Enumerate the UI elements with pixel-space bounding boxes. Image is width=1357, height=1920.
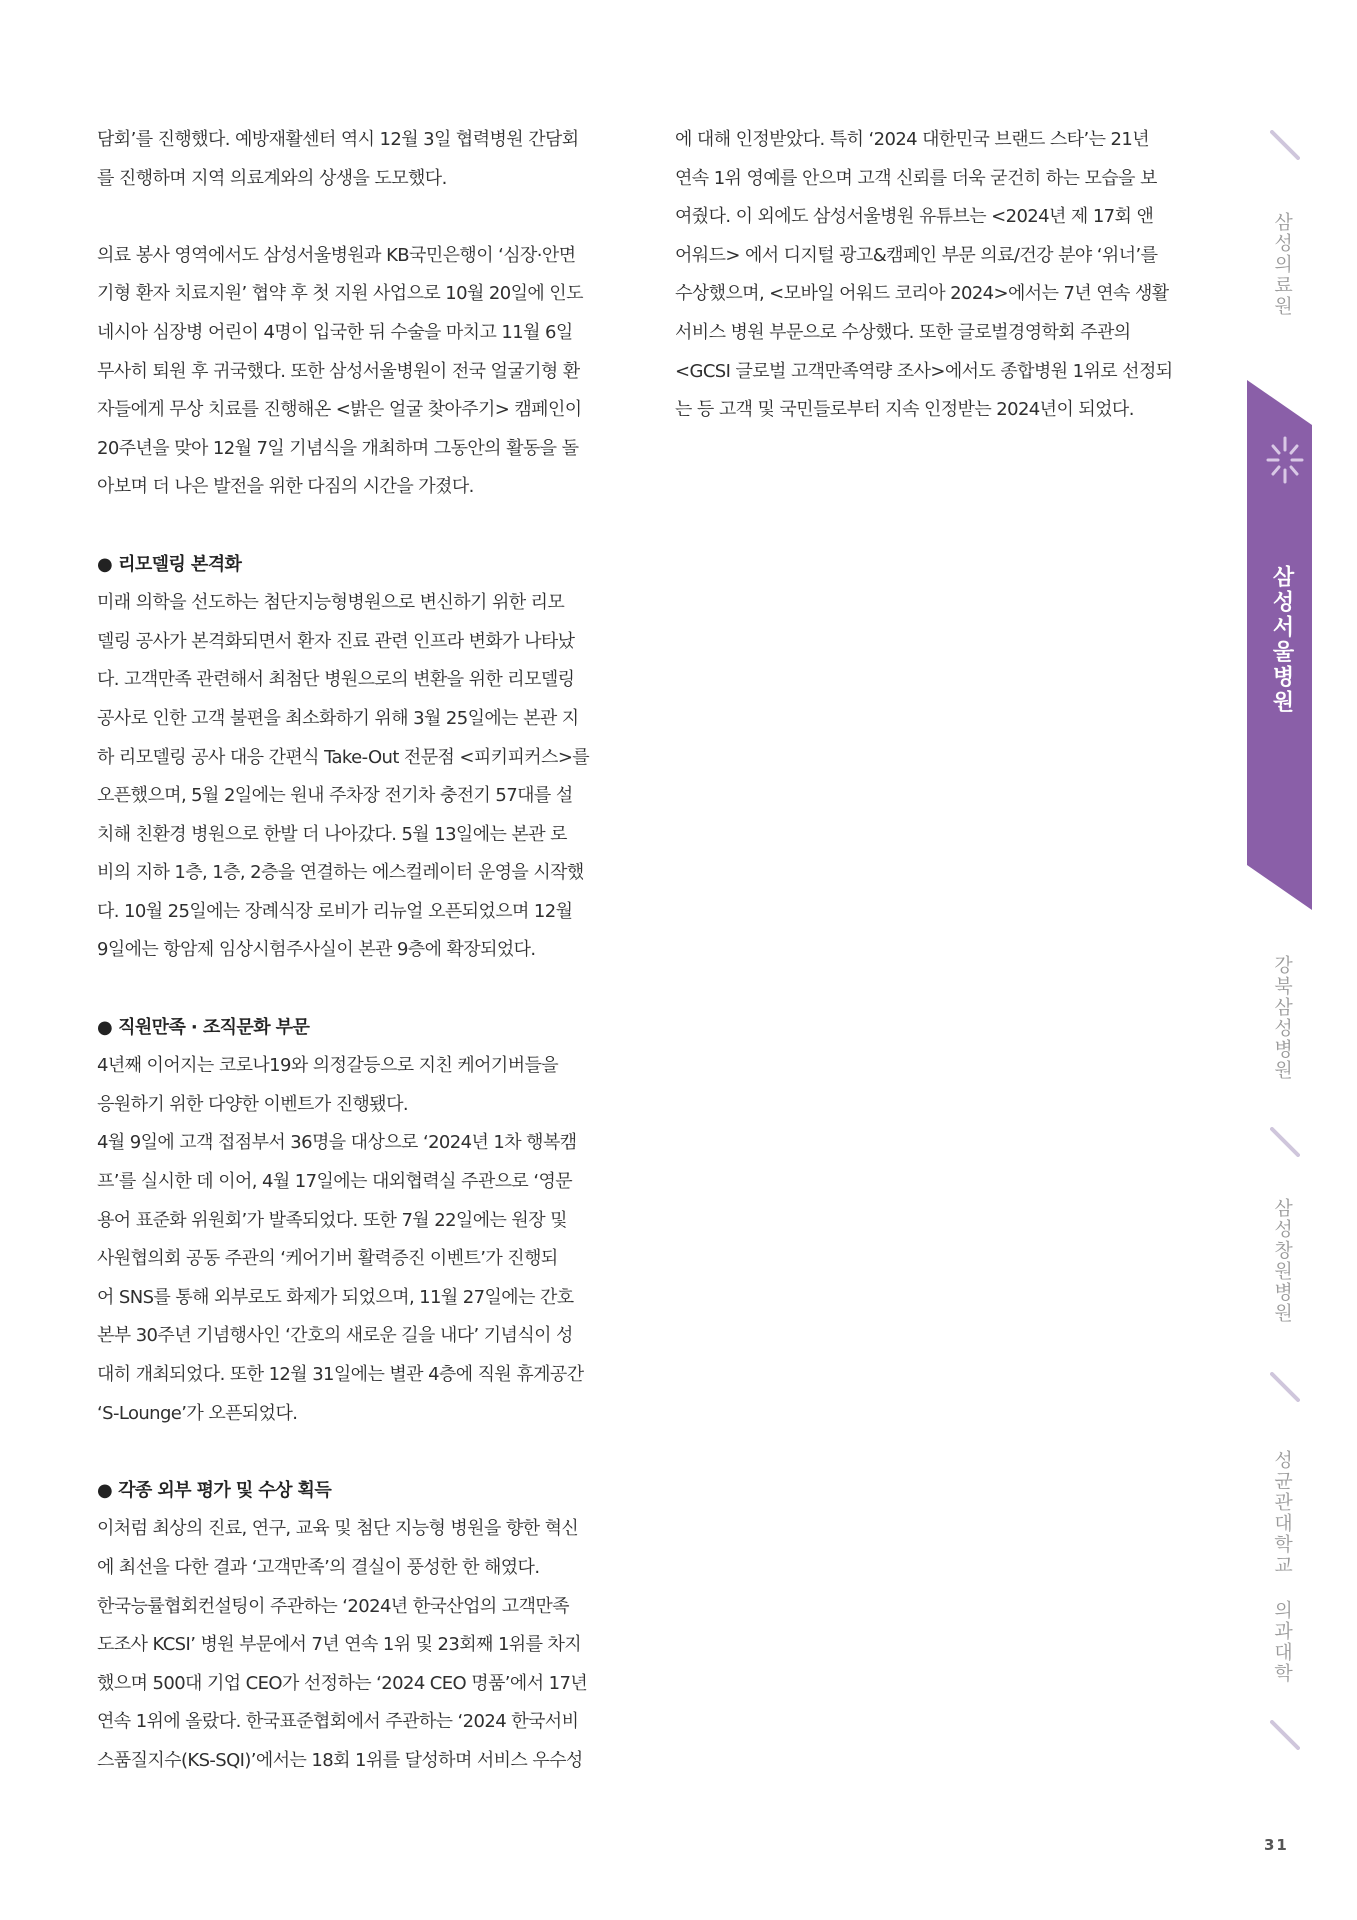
spacer	[97, 970, 597, 1009]
section-title: 직원만족 · 조직문화 부문	[118, 1016, 310, 1038]
slash-divider-icon	[1270, 1127, 1300, 1157]
text-line: 4년째 이어지는 코로나19와 의정갈등으로 지친 케어기버들을	[97, 1055, 559, 1077]
text-line: 수상했으며, <모바일 어워드 코리아 2024>에서는 7년 연속 생활	[675, 283, 1169, 305]
text-line: 20주년을 맞아 12월 7일 기념식을 개최하며 그동안의 활동을 돌	[97, 437, 579, 459]
text-line: 용어 표준화 위원회’가 발족되었다. 또한 7월 22일에는 원장 및	[97, 1209, 567, 1231]
section-heading	[97, 1472, 597, 1511]
text-line: 네시아 심장병 어린이 4명이 입국한 뒤 수술을 마치고 11월 6일	[97, 321, 573, 343]
section-title: 리모델링 본격화	[118, 553, 242, 575]
text-line: 프’를 실시한 데 이어, 4월 17일에는 대외협력실 주관으로 ‘영문	[97, 1171, 573, 1193]
text-line: 스품질지수(KS-SQI)’에서는 18회 1위를 달성하며 서비스 우수성	[97, 1749, 583, 1771]
text-line: 어 SNS를 통해 외부로도 화제가 되었으며, 11월 27일에는 간호	[97, 1286, 574, 1308]
spark-icon	[1262, 430, 1308, 490]
slash-divider-icon	[1270, 1372, 1300, 1402]
section-staff-culture	[97, 1009, 597, 1434]
text-line: ‘S-Lounge’가 오픈되었다.	[97, 1402, 298, 1424]
text-line: 의료 봉사 영역에서도 삼성서울병원과 KB국민은행이 ‘심장·안면	[97, 244, 576, 266]
section-remodeling	[97, 546, 597, 971]
text-line: 4월 9일에 고객 접점부서 36명을 대상으로 ‘2024년 1차 행복캠	[97, 1132, 577, 1154]
text-line: 이처럼 최상의 진료, 연구, 교육 및 첨단 지능형 병원을 향한 혁신	[97, 1518, 579, 1540]
text-line: 한국능률협회컨설팅이 주관하는 ‘2024년 한국산업의 고객만족	[97, 1595, 569, 1617]
text-line: 기형 환자 치료지원’ 협약 후 첫 지원 사업으로 10월 20일에 인도	[97, 283, 583, 305]
page-number: 31	[1264, 1836, 1289, 1854]
text-line: 연속 1위에 올랐다. 한국표준협회에서 주관하는 ‘2024 한국서비	[97, 1711, 579, 1733]
paragraph-medical-volunteer	[97, 237, 597, 507]
text-line: <GCSI 글로벌 고객만족역량 조사>에서도 종합병원 1위로 선정되	[675, 360, 1173, 382]
text-line: 치해 친환경 병원으로 한발 더 나아갔다. 5월 13일에는 본관 로	[97, 823, 567, 845]
text-line: 에 대해 인정받았다. 특히 ‘2024 대한민국 브랜드 스타’는 21년	[675, 129, 1149, 150]
text-line: 9일에는 항암제 임상시험주사실이 본관 9층에 확장되었다.	[97, 939, 536, 961]
text-line: 다. 고객만족 관련해서 최첨단 병원으로의 변환을 위한 리모델링	[97, 669, 575, 691]
text-line: 에 최선을 다한 결과 ‘고객만족’의 결실이 풍성한 한 해였다.	[97, 1556, 540, 1578]
spacer	[97, 198, 597, 237]
text-line: 했으며 500대 기업 CEO가 선정하는 ‘2024 CEO 명품’에서 17년	[97, 1672, 588, 1694]
side-nav-item-kangbuk-samsung-hospital[interactable]: 강북삼성병원	[1271, 955, 1293, 1081]
section-title: 각종 외부 평가 및 수상 획득	[118, 1479, 332, 1501]
text-line: 사원협의회 공동 주관의 ‘케어기버 활력증진 이벤트’가 진행되	[97, 1248, 558, 1270]
spacer	[97, 507, 597, 546]
side-navigation	[1240, 0, 1357, 1920]
text-line: 비의 지하 1층, 1층, 2층을 연결하는 에스컬레이터 운영을 시작했	[97, 862, 584, 884]
text-line: 공사로 인한 고객 불편을 최소화하기 위해 3월 25일에는 본관 지	[97, 707, 579, 729]
text-line: 여줬다. 이 외에도 삼성서울병원 유튜브는 <2024년 제 17회 앤	[675, 206, 1154, 228]
spacer	[97, 1433, 597, 1472]
text-line: 아보며 더 나은 발전을 위한 다짐의 시간을 가졌다.	[97, 476, 474, 498]
side-nav-item-samsung-medical-center[interactable]: 삼성의료원	[1271, 212, 1293, 317]
text-line: 델링 공사가 본격화되면서 환자 진료 관련 인프라 변화가 나타났	[97, 630, 575, 652]
text-line: 연속 1위 영예를 안으며 고객 신뢰를 더욱 굳건히 하는 모습을 보	[675, 167, 1157, 189]
text-line: 를 진행하며 지역 의료계와의 상생을 도모했다.	[97, 167, 447, 189]
text-line: 는 등 고객 및 국민들로부터 지속 인정받는 2024년이 되었다.	[675, 399, 1134, 421]
text-line: 오픈했으며, 5월 2일에는 원내 주차장 전기차 충전기 57대를 설	[97, 785, 573, 807]
text-line: 무사히 퇴원 후 귀국했다. 또한 삼성서울병원이 전국 얼굴기형 환	[97, 360, 580, 382]
text-line: 자들에게 무상 치료를 진행해온 <밝은 얼굴 찾아주기> 캠페인이	[97, 399, 582, 421]
slash-divider-icon	[1270, 1720, 1300, 1750]
side-nav-item-samsung-changwon-hospital[interactable]: 삼성창원병원	[1271, 1198, 1293, 1324]
bullet-icon: ●	[97, 553, 113, 575]
text-line: 도조사 KCSI’ 병원 부문에서 7년 연속 1위 및 23회째 1위를 차지	[97, 1634, 582, 1656]
bullet-icon: ●	[97, 1016, 113, 1038]
section-awards	[97, 1472, 597, 1781]
slash-divider-icon	[1270, 130, 1300, 160]
text-line: 다. 10월 25일에는 장례식장 로비가 리뉴얼 오픈되었으며 12월	[97, 900, 573, 922]
text-line: 서비스 병원 부문으로 수상했다. 또한 글로벌경영학회 주관의	[675, 321, 1131, 343]
text-line: 하 리모델링 공사 대응 간편식 Take-Out 전문점 <피키피커스>를	[97, 746, 590, 768]
text-line: 본부 30주년 기념행사인 ‘간호의 새로운 길을 내다’ 기념식이 성	[97, 1325, 573, 1347]
bullet-icon: ●	[97, 1479, 113, 1501]
side-nav-item-skku-medicine[interactable]: 성균관대학교 의과대학	[1271, 1450, 1293, 1684]
right-column	[675, 121, 1175, 430]
section-heading	[97, 546, 597, 585]
text-line: 미래 의학을 선도하는 첨단지능형병원으로 변신하기 위한 리모	[97, 592, 565, 614]
text-line: 담회’를 진행했다. 예방재활센터 역시 12월 3일 협력병원 간담회	[97, 129, 579, 150]
text-line: 대히 개최되었다. 또한 12월 31일에는 별관 4층에 직원 휴게공간	[97, 1364, 584, 1385]
text-line: 어워드> 에서 디지털 광고&캠페인 부문 의료/건강 분야 ‘위너’를	[675, 244, 1158, 266]
left-column	[97, 121, 597, 1781]
side-nav-item-samsung-seoul-hospital[interactable]: 삼성서울병원	[1269, 565, 1294, 715]
paragraph-intro	[97, 121, 597, 198]
section-heading	[97, 1009, 597, 1048]
text-line: 응원하기 위한 다양한 이벤트가 진행됐다.	[97, 1093, 409, 1115]
